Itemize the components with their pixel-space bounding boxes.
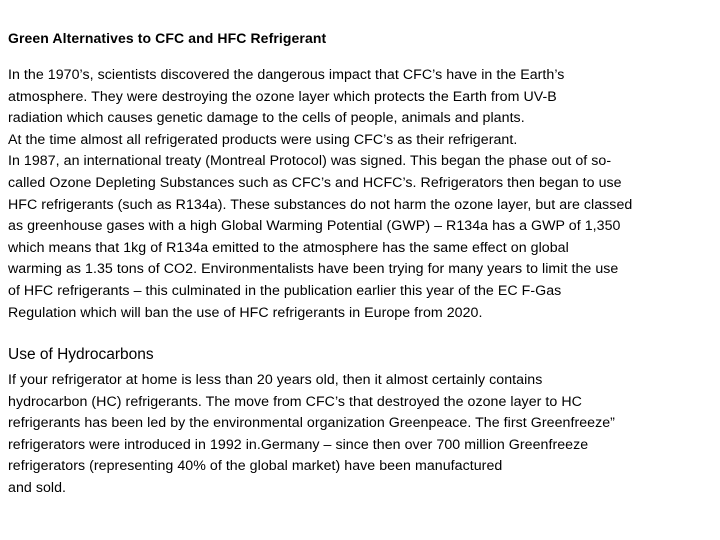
hydrocarbons-paragraph	[8, 370, 615, 500]
paragraph-line: as greenhouse gases with a high Global Warming Potential (GWP) – R134a has a GWP of 1,350	[8, 218, 621, 235]
paragraph-line: refrigerators were introduced in 1992 in.Germany – since then over 700 million Greenfreeze	[8, 436, 589, 453]
paragraph-line: and sold.	[8, 479, 67, 496]
paragraph-line: In 1987, an international treaty (Montreal Protocol) was signed. This began the phase out of so-	[8, 153, 612, 170]
paragraph-line: radiation which causes genetic damage to the cells of people, animals and plants.	[8, 110, 525, 127]
paragraph-line: of HFC refrigerants – this culminated in the publication earlier this year of the EC F-Gas	[8, 282, 562, 299]
paragraph-line: refrigerants has been led by the environmental organization Greenpeace. The first Greenfreeze”	[8, 415, 615, 432]
intro-paragraph	[8, 65, 632, 324]
paragraph-line: HFC refrigerants (such as R134a). These substances do not harm the ozone layer, but are classed	[8, 196, 633, 213]
paragraph-line: At the time almost all refrigerated products were using CFC’s as their refrigerant.	[8, 131, 518, 148]
paragraph-line: warming as 1.35 tons of CO2. Environmentalists have been trying for many years to limit the use	[8, 261, 619, 278]
paragraph-line: hydrocarbon (HC) refrigerants. The move from CFC’s that destroyed the ozone layer to HC	[8, 393, 582, 410]
section-heading-hydrocarbons: Use of Hydrocarbons	[8, 346, 154, 363]
paragraph-line: Regulation which will ban the use of HFC refrigerants in Europe from 2020.	[8, 304, 483, 321]
paragraph-line: which means that 1kg of R134a emitted to the atmosphere has the same effect on global	[8, 239, 569, 256]
paragraph-line: called Ozone Depleting Substances such as CFC’s and HCFC’s. Refrigerators then began to use	[8, 174, 622, 191]
paragraph-line: If your refrigerator at home is less than 20 years old, then it almost certainly contains	[8, 372, 543, 388]
paragraph-line: In the 1970’s, scientists discovered the dangerous impact that CFC’s have in the Earth’s	[8, 67, 565, 83]
paragraph-line: atmosphere. They were destroying the ozone layer which protects the Earth from UV-B	[8, 88, 557, 105]
document-title: Green Alternatives to CFC and HFC Refrigerant	[8, 30, 327, 46]
paragraph-line: refrigerators (representing 40% of the global market) have been manufactured	[8, 458, 503, 475]
